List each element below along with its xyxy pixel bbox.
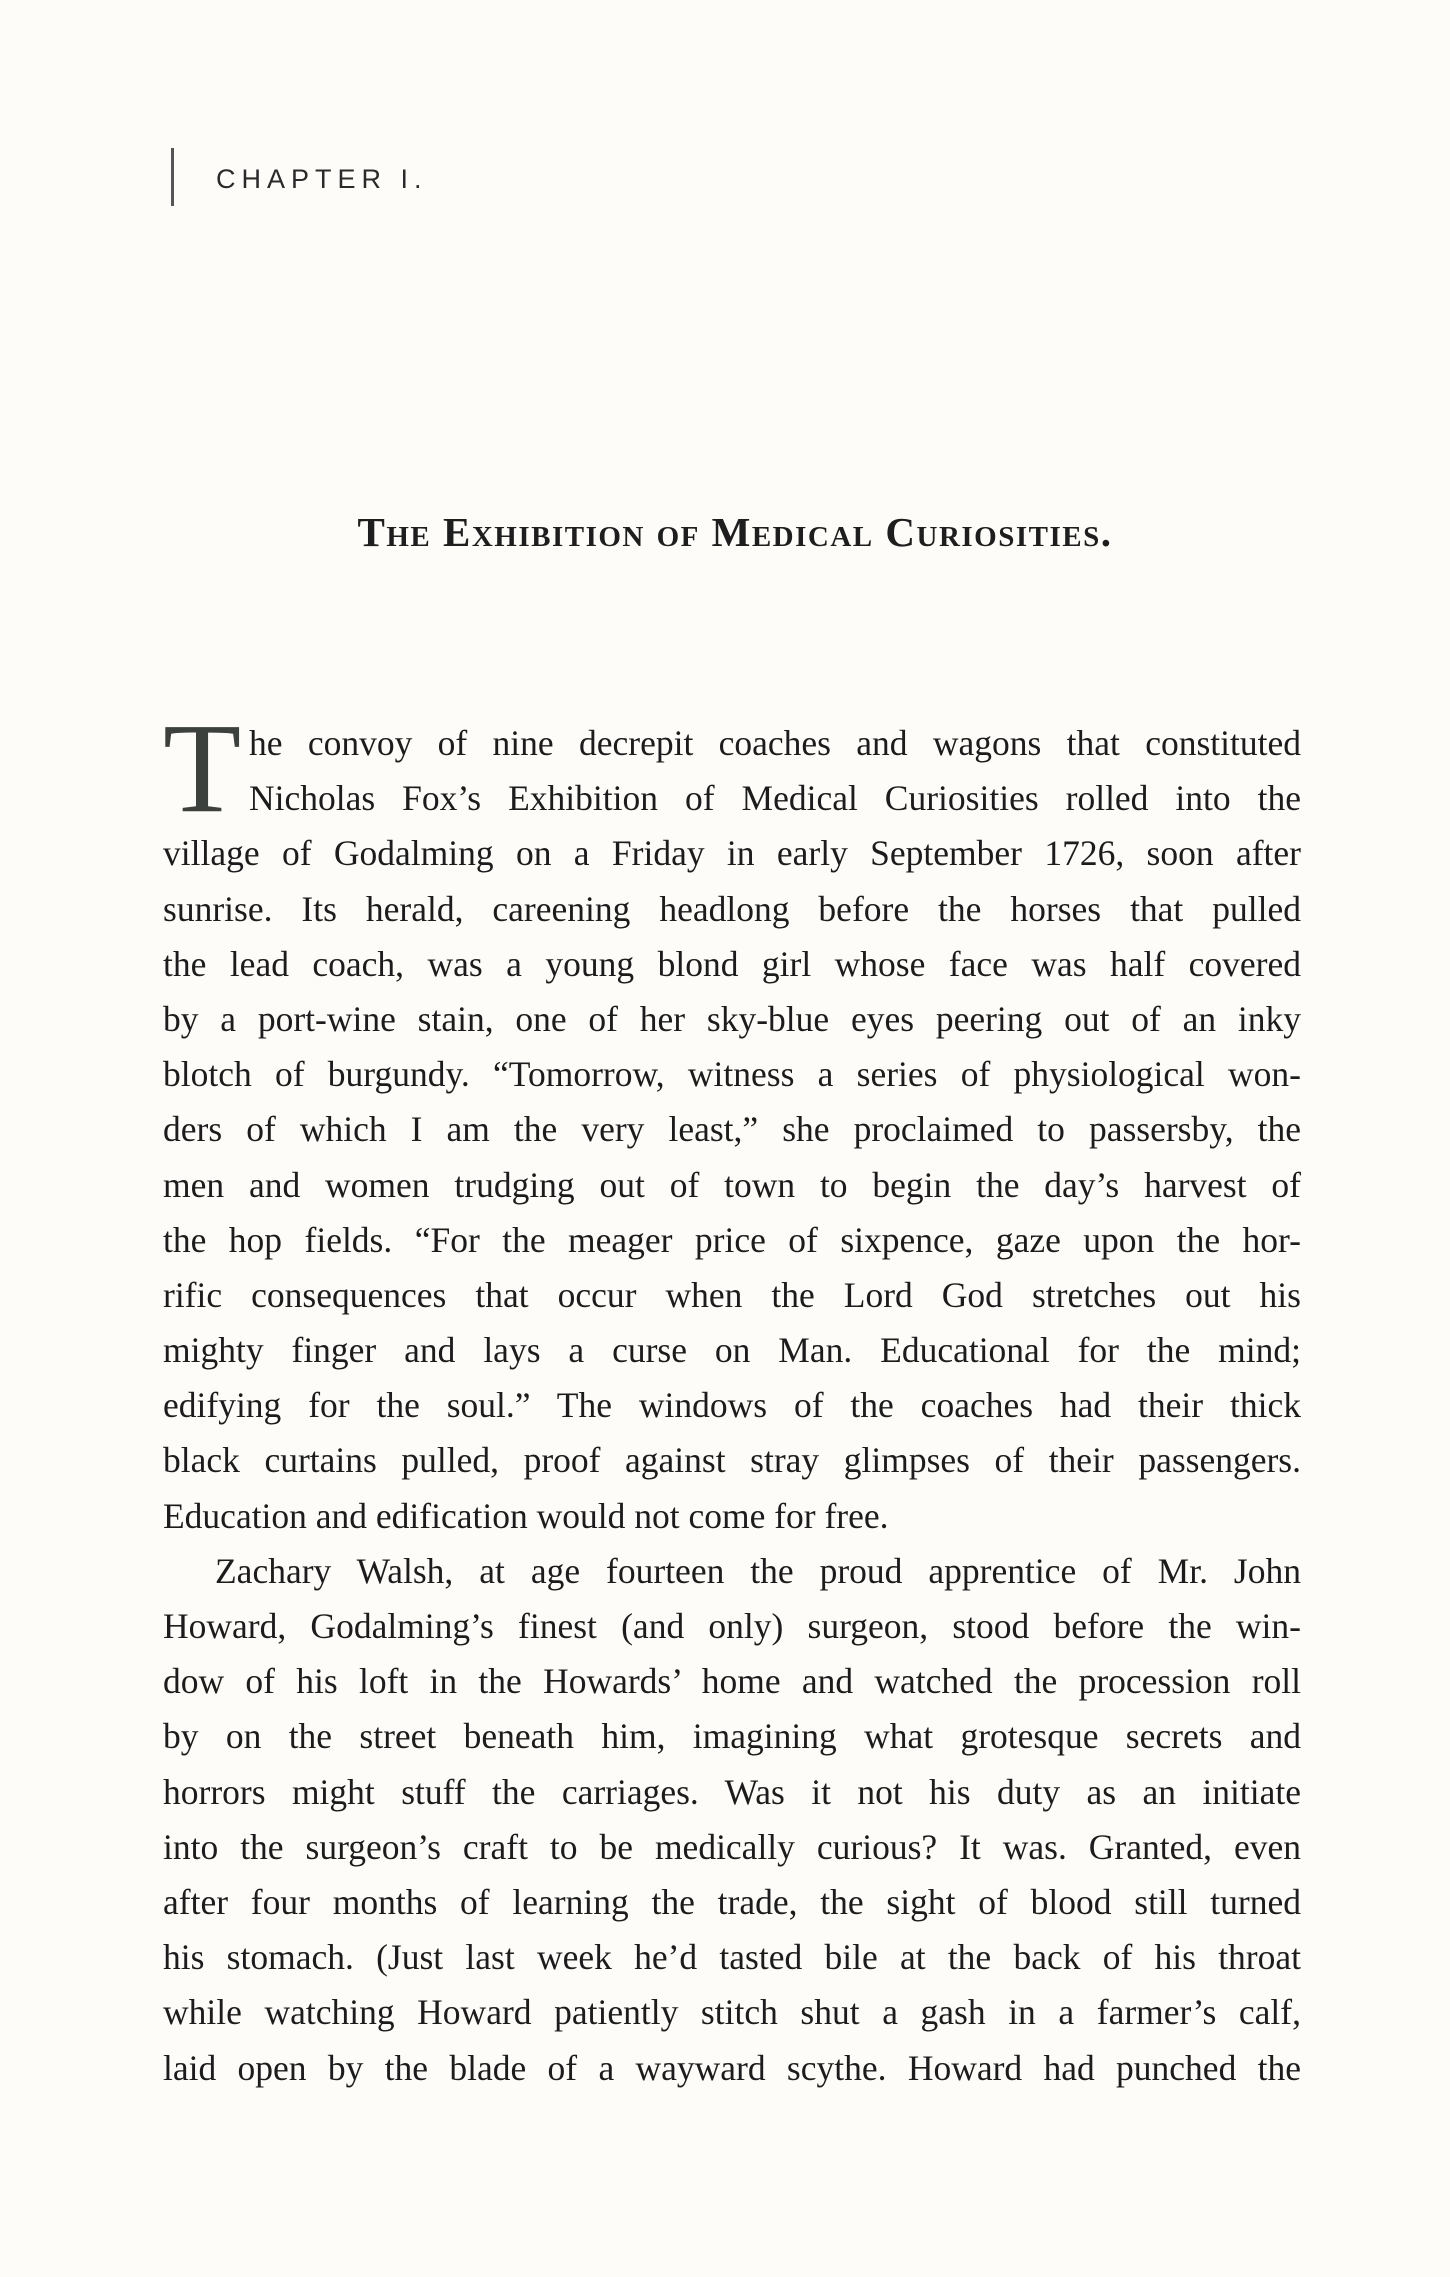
chapter-title: The Exhibition of Medical Curiosities. xyxy=(357,509,1113,555)
text-line: village of Godalming on a Friday in early September 1726, soon after xyxy=(163,833,1301,874)
text-line: Zachary Walsh, at age fourteen the proud apprentice of Mr. John xyxy=(215,1550,1301,1591)
text-line: Howard, Godalming’s finest (and only) surgeon, stood before the win- xyxy=(163,1606,1301,1646)
text-line: ders of which I am the very least,” she proclaimed to passersby, the xyxy=(163,1109,1301,1150)
text-line: the hop fields. “For the meager price of sixpence, gaze upon the hor- xyxy=(163,1219,1301,1260)
chapter-label: CHAPTER I. xyxy=(216,164,428,194)
text-line: Education and edification would not come for free. xyxy=(163,1495,889,1536)
text-line: black curtains pulled, proof against stray glimpses of their passengers. xyxy=(163,1440,1301,1481)
text-line: men and women trudging out of town to begin the day’s harvest of xyxy=(163,1164,1301,1205)
body-text xyxy=(163,697,1301,2096)
text-line: after four months of learning the trade, the sight of blood still turned xyxy=(163,1881,1301,1922)
text-line: he convoy of nine decrepit coaches and wagons that constituted xyxy=(249,723,1301,763)
text-line: Nicholas Fox’s Exhibition of Medical Curiosities rolled into the xyxy=(249,778,1301,819)
text-line: by a port-wine stain, one of her sky-blue eyes peering out of an inky xyxy=(163,998,1301,1039)
text-line: into the surgeon’s craft to be medically curious? It was. Granted, even xyxy=(163,1826,1301,1867)
drop-cap: T xyxy=(163,697,242,839)
text-line: dow of his loft in the Howards’ home and watched the procession roll xyxy=(163,1661,1301,1702)
text-line: by on the street beneath him, imagining what grotesque secrets and xyxy=(163,1716,1301,1757)
text-line: the lead coach, was a young blond girl whose face was half covered xyxy=(163,943,1301,984)
text-line: his stomach. (Just last week he’d tasted bile at the back of his throat xyxy=(163,1937,1301,1978)
text-line: sunrise. Its herald, careening headlong before the horses that pulled xyxy=(163,888,1301,929)
text-line: blotch of burgundy. “Tomorrow, witness a series of physiological won- xyxy=(163,1054,1301,1095)
text-line: laid open by the blade of a wayward scythe. Howard had punched the xyxy=(163,2047,1301,2088)
text-line: horrors might stuff the carriages. Was it not his duty as an initiate xyxy=(163,1771,1301,1812)
text-line: rific consequences that occur when the Lord God stretches out his xyxy=(163,1274,1301,1315)
chapter-rule xyxy=(171,148,174,206)
text-line: mighty finger and lays a curse on Man. Educational for the mind; xyxy=(163,1330,1301,1371)
text-line: while watching Howard patiently stitch shut a gash in a farmer’s calf, xyxy=(163,1992,1301,2033)
text-line: edifying for the soul.” The windows of the coaches had their thick xyxy=(163,1385,1301,1426)
